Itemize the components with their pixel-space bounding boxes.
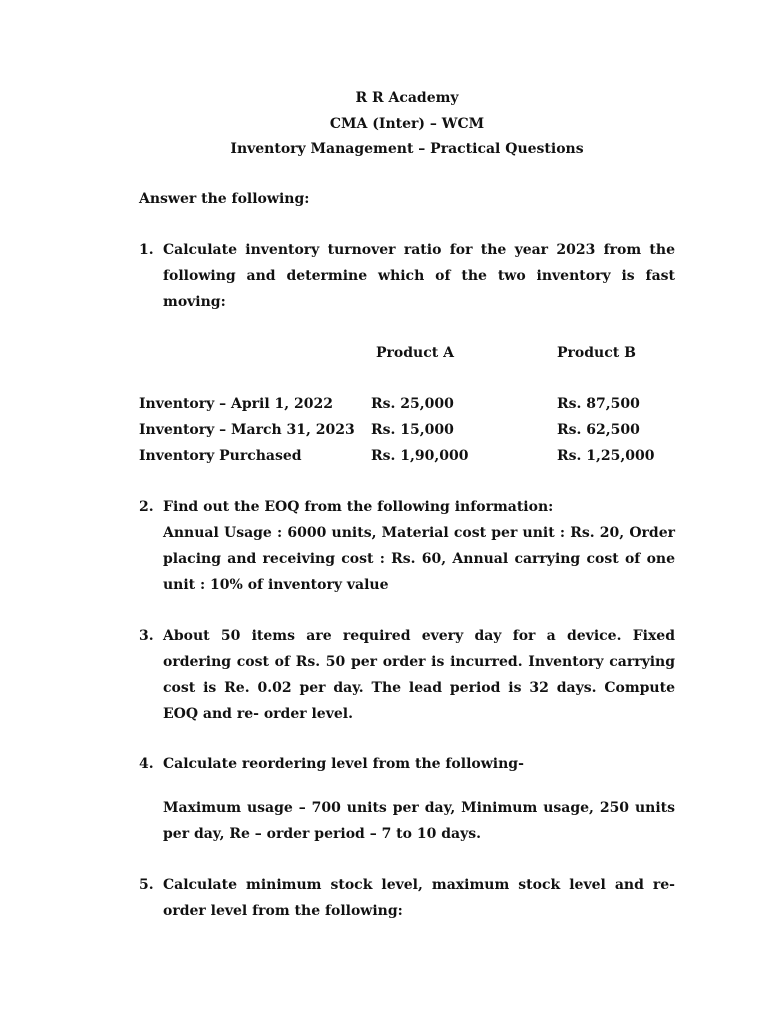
course-name: CMA (Inter) – WCM	[329, 115, 485, 132]
question-number: 3.	[139, 628, 154, 644]
row-label: Inventory Purchased	[139, 448, 302, 464]
question-detail: Annual Usage : 6000 units, Material cost per unit : Rs. 20, Order placing and receiving cost : Rs. 60, Annual carrying cost of one unit : 10% of inventory value	[163, 525, 675, 593]
row-label: Inventory – April 1, 2022	[139, 396, 334, 412]
question-text: Calculate reordering level from the following-	[163, 756, 524, 772]
question-text: Calculate inventory turnover ratio for the year 2023 from the following and determine which of the two inventory is fast moving:	[163, 242, 675, 310]
row-label: Inventory – March 31, 2023	[139, 422, 355, 438]
product-a-value: Rs. 15,000	[371, 422, 454, 438]
question-number: 1.	[139, 242, 154, 258]
question-text: About 50 items are required every day for a device. Fixed ordering cost of Rs. 50 per order is incurred. Inventory carrying cost is Re. 0.02 per day. The lead period is 32 days. Compute EOQ and re- order level.	[163, 628, 675, 722]
instruction-text: Answer the following:	[139, 191, 310, 207]
question-number: 5.	[139, 877, 154, 893]
product-b-value: Rs. 1,25,000	[557, 448, 655, 464]
institute-name: R R Academy	[355, 90, 459, 106]
question-text: Calculate minimum stock level, maximum stock level and re-order level from the following:	[163, 877, 675, 919]
question-3	[139, 623, 675, 727]
question-4	[139, 751, 675, 847]
question-5	[139, 872, 675, 924]
product-b-value: Rs. 87,500	[557, 396, 640, 412]
question-1	[139, 237, 675, 315]
column-header-product-b: Product B	[557, 345, 636, 361]
column-header-product-a: Product A	[376, 345, 454, 361]
question-number: 2.	[139, 499, 154, 515]
question-2	[139, 494, 675, 598]
product-b-value: Rs. 62,500	[557, 422, 640, 438]
question-number: 4.	[139, 756, 154, 772]
question-text: Find out the EOQ from the following information:	[163, 499, 554, 515]
product-a-value: Rs. 1,90,000	[371, 448, 469, 464]
document-title: Inventory Management – Practical Questions	[230, 141, 584, 157]
document-header	[0, 86, 768, 163]
product-a-value: Rs. 25,000	[371, 396, 454, 412]
question-detail: Maximum usage – 700 units per day, Minimum usage, 250 units per day, Re – order period – 7 to 10 days.	[163, 800, 675, 842]
